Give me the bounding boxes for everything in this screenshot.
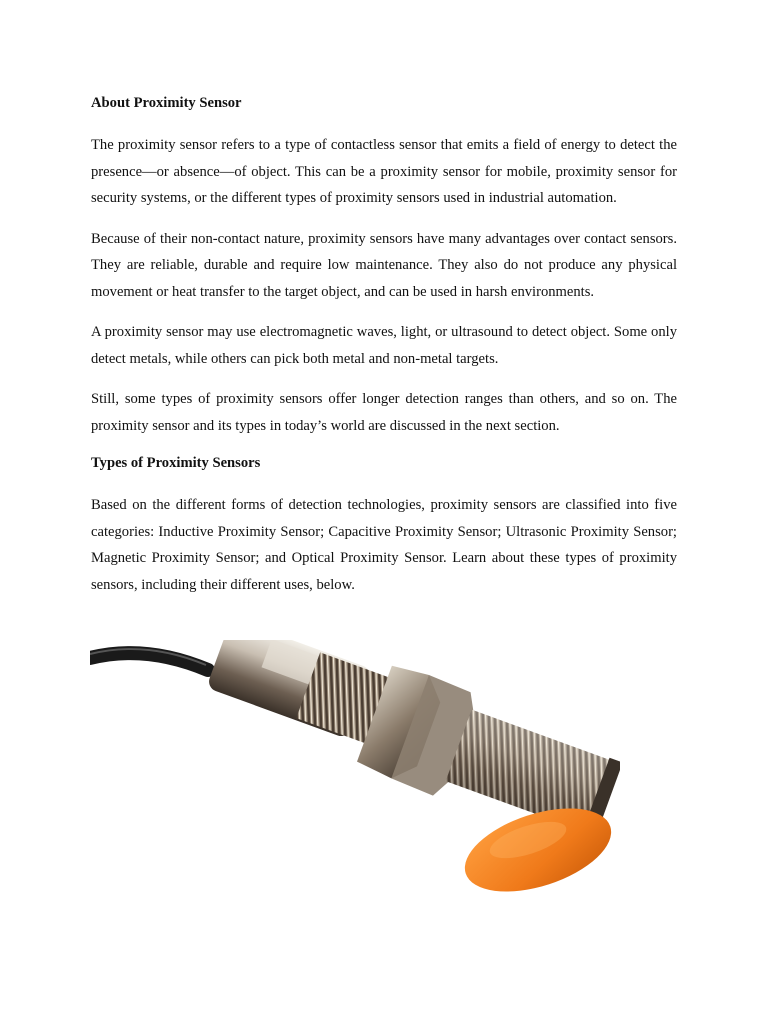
paragraph-definition: The proximity sensor refers to a type of contactless sensor that emits a field of energy to detect the presence—or absence—of object. This can be a proximity sensor for mobile, proximity sensor for security systems, or the different types of proximity sensors used in industrial automation. <box>91 137 677 206</box>
paragraph-detection-ranges: Still, some types of proximity sensors offer longer detection ranges than others, and so on. The proximity sensor and its types in today’s world are discussed in the next section. <box>91 391 677 434</box>
heading-about-proximity-sensor: About Proximity Sensor <box>91 95 242 111</box>
document-body <box>91 93 677 612</box>
paragraph-detection-methods: A proximity sensor may use electromagnetic waves, light, or ultrasound to detect object. Some only detect metals, while others can pick both metal and non-metal targets. <box>91 324 677 367</box>
paragraph-sensor-categories: Based on the different forms of detection technologies, proximity sensors are classified into five categories: Inductive Proximity Sensor; Capacitive Proximity Sensor; Ultrasonic Proximity Sensor; Magnetic Proximity Sensor; and Optical Proximity Sensor. Learn about these types of proximity sensors, including their different uses, below. <box>91 497 677 593</box>
cable <box>90 653 208 670</box>
heading-types-of-proximity-sensors: Types of Proximity Sensors <box>91 455 261 471</box>
proximity-sensor-illustration <box>90 640 620 910</box>
paragraph-advantages: Because of their non-contact nature, proximity sensors have many advantages over contact sensors. They are reliable, durable and require low maintenance. They also do not produce any physical movement or heat transfer to the target object, and can be used in harsh environments. <box>91 230 677 300</box>
proximity-sensor-image <box>90 640 620 910</box>
